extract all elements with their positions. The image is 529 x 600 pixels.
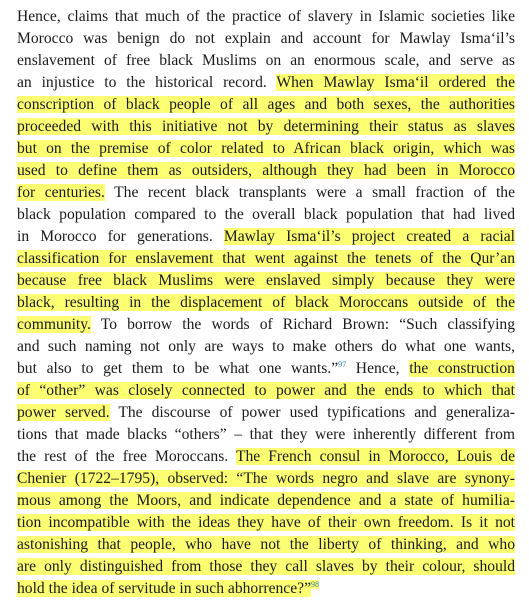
text-run: an injustice to the historical record. (17, 74, 277, 91)
highlighted-text: Mawlay Isma‘il’s project created a racial (223, 228, 515, 245)
text-line (17, 270, 515, 292)
footnote-marker[interactable]: 97 (338, 360, 347, 369)
text-line (17, 6, 515, 28)
highlighted-text: used to define them as outsiders, although they had been in Morocco (17, 162, 515, 179)
text-line (17, 490, 515, 512)
text-run: in Morocco for generations. (17, 228, 224, 245)
text-run: but also to get them to be what one wants.” (17, 360, 339, 377)
text-line (17, 50, 515, 72)
paragraph (17, 6, 515, 600)
footnote-marker[interactable]: 98 (311, 580, 319, 589)
highlighted-text: When Mawlay Isma‘il ordered the (276, 74, 515, 91)
text-line (17, 556, 515, 578)
text-line (17, 160, 515, 182)
highlighted-text: hold the idea of servitude in such abhorrence?” (17, 580, 311, 597)
text-line (17, 358, 515, 380)
highlighted-text: community. (17, 316, 91, 333)
highlighted-text: classification for enslavement that went against the tenets of the Qur’an (17, 250, 515, 267)
text-run: black population compared to the overall black population that had lived (17, 206, 515, 223)
text-line (17, 138, 515, 160)
text-run: The recent black transplants were a small fraction of the (104, 184, 515, 201)
text-line (17, 292, 515, 314)
text-line (17, 402, 515, 424)
text-run: Hence, claims that much of the practice of slavery in Islamic societies like (17, 8, 515, 25)
text-line (17, 468, 515, 490)
highlighted-text: The French consul in Morocco, Louis de (235, 448, 515, 465)
highlighted-text: astonishing that people, who have not the liberty of thinking, and who (17, 536, 515, 553)
text-run: tions that made blacks “others” – that they were inherently different from (17, 426, 515, 443)
text-line (17, 94, 515, 116)
book-page-text (17, 6, 515, 600)
text-run: enslavement of free black Muslims on an enormous scale, and serve as (17, 52, 515, 69)
highlighted-text: proceeded with this initiative not by determining their status as slaves (17, 118, 515, 135)
text-line (17, 182, 515, 204)
text-run: Morocco was benign do not explain and account for Mawlay Isma‘il’s (17, 30, 515, 47)
highlighted-text: conscription of black people of all ages and both sexes, the authorities (17, 96, 515, 113)
text-run: the rest of the free Moroccans. (17, 448, 236, 465)
highlighted-text: black, resulting in the displacement of black Moroccans outside of the (17, 294, 515, 311)
highlighted-text: tion incompatible with the ideas they have of their own freedom. Is it not (17, 514, 515, 531)
text-line (17, 28, 515, 50)
text-run: and such naming not only are ways to make others do what one wants, (17, 338, 515, 355)
text-run: The discourse of power used typifications and generaliza- (109, 404, 515, 421)
text-line (17, 248, 515, 270)
text-line (17, 204, 515, 226)
text-line (17, 534, 515, 556)
text-run: To borrow the words of Richard Brown: “Such classifying (90, 316, 515, 333)
highlighted-text: Chenier (1722–1795), observed: “The words negro and slave are synony- (17, 470, 515, 487)
highlighted-text: mous among the Moors, and indicate dependence and a state of humilia- (17, 492, 515, 509)
text-line (17, 380, 515, 402)
text-line (17, 446, 515, 468)
text-line (17, 314, 515, 336)
highlighted-text: of “other” was closely connected to power and the ends to which that (17, 382, 515, 399)
text-line (17, 116, 515, 138)
text-run: Hence, (346, 360, 410, 377)
highlighted-text: for centuries. (17, 184, 105, 201)
text-line (17, 72, 515, 94)
highlighted-text: the construction (409, 360, 515, 377)
text-line (17, 512, 515, 534)
text-line (17, 336, 515, 358)
text-line (17, 226, 515, 248)
highlighted-text: because free black Muslims were enslaved simply because they were (17, 272, 515, 289)
highlighted-text: but on the premise of color related to African black origin, which was (17, 140, 515, 157)
highlighted-text: power served. (17, 404, 110, 421)
highlighted-text: are only distinguished from those they call slaves by their colour, should (17, 558, 515, 575)
text-line (17, 578, 515, 600)
text-line (17, 424, 515, 446)
